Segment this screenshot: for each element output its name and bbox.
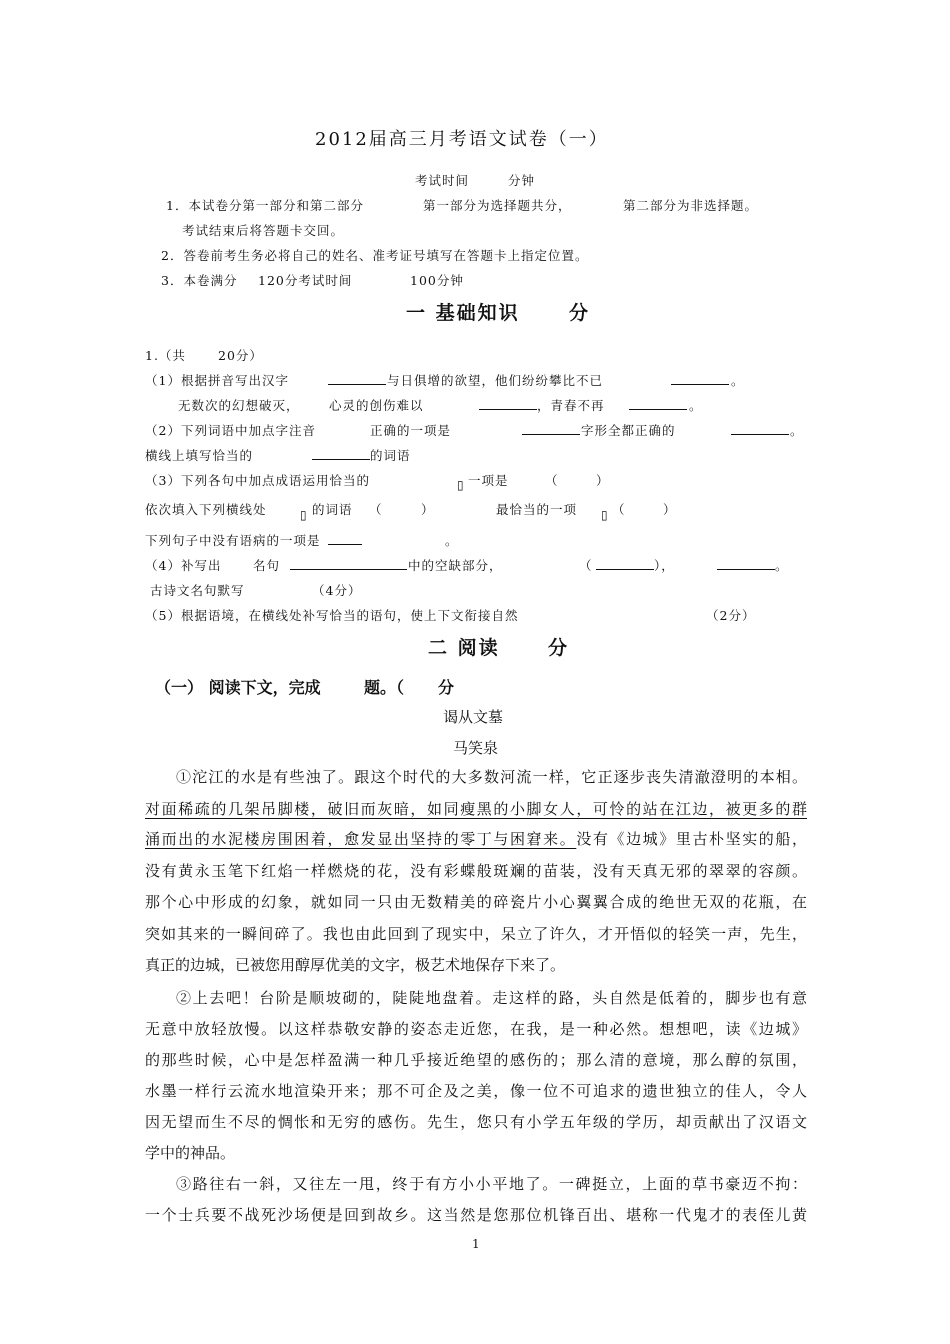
answer-blank[interactable]	[328, 384, 386, 385]
q1-head-b: 20分）	[218, 348, 263, 363]
q1-s4h: （4分）	[312, 583, 362, 598]
instruction-line0a: 考试时间	[415, 173, 470, 188]
q1-s3j: （	[612, 502, 626, 517]
answer-blank[interactable]	[522, 434, 580, 435]
q1-s3m: 。	[445, 533, 459, 548]
q1-s4d: （	[579, 558, 593, 573]
q1-s1d: 无数次的幻想破灭，	[178, 398, 300, 413]
q1-head-a: 1.（共	[145, 348, 186, 363]
paragraph-line: ②上去吧！台阶是顺坡砌的，陡陡地盘着。走这样的路，头自然是低着的，脚步也有意	[176, 989, 807, 1007]
q1-s3g: （	[369, 502, 383, 517]
q1-s2b: 正确的一项是	[370, 423, 452, 438]
answer-blank[interactable]	[671, 384, 729, 385]
paragraph-line: 因无望而生不尽的惆怅和无穷的感伤。先生，您只有小学五年级的学历，却贡献出了汉语文	[145, 1113, 807, 1131]
answer-blank[interactable]	[312, 459, 370, 460]
q1-s3l: 下列句子中没有语病的一项是	[145, 533, 321, 548]
answer-blank[interactable]	[629, 409, 687, 410]
q1-s3h: ）	[421, 502, 435, 517]
instruction-line1b: 第一部分为选择题共分，	[423, 198, 572, 213]
q1-s3b: 一项是	[468, 473, 509, 488]
reading-subtitle-c: 分	[438, 678, 455, 697]
document-title: 2012届高三月考语文试卷（一）	[315, 129, 609, 150]
q1-s1a: （1）根据拼音写出汉字	[145, 373, 289, 388]
section1-title: 一 基础知识	[406, 302, 520, 324]
dot-mark: ▯	[457, 478, 464, 492]
q1-s4a: （4）补写出	[145, 558, 222, 573]
q1-s1g: 。	[689, 398, 703, 413]
paragraph-line: 无意中放轻放慢。以这样恭敬安静的姿态走近您，在我，是一种必然。想想吧，读《边城》	[145, 1020, 807, 1038]
q1-s3f: 的词语	[312, 502, 353, 517]
q1-s2d: 。	[790, 423, 804, 438]
q1-s3k: ）	[663, 502, 677, 517]
q1-s4f: 。	[775, 558, 789, 573]
article-title: 谒从文墓	[443, 708, 504, 726]
answer-blank[interactable]	[731, 434, 789, 435]
article-author: 马笑泉	[453, 739, 499, 757]
paragraph-line: 水墨一样行云流水地渲染开来；那不可企及之美，像一位不可追求的遗世独立的佳人，令人	[145, 1082, 807, 1100]
q1-s4g: 古诗文名句默写	[150, 583, 245, 598]
paragraph-line	[145, 829, 807, 849]
q1-s1f: ，青春不再	[537, 398, 605, 413]
instruction-line1a: 1．本试卷分第一部分和第二部分	[166, 198, 364, 213]
instruction-line3c: 100分钟	[410, 273, 464, 288]
paragraph-line: 一个士兵要不战死沙场便是回到故乡。这当然是您那位机锋百出、堪称一代鬼才的表侄儿黄	[145, 1206, 807, 1224]
q1-s5a: （5）根据语境，在横线处补写恰当的语句，使上下文衔接自然	[145, 608, 519, 623]
instruction-line0b: 分钟	[508, 173, 536, 188]
paragraph-line: 那个心中形成的幻象，就如同一只由无数精美的碎瓷片小心翼翼合成的绝世无双的花瓶，在	[145, 893, 807, 911]
answer-blank[interactable]	[290, 569, 407, 570]
answer-blank[interactable]	[328, 544, 362, 545]
q1-s1b: 与日俱增的欲望，他们纷纷攀比不已	[387, 373, 604, 388]
reading-subtitle-a: （一） 阅读下文，完成	[155, 678, 321, 697]
answer-blank[interactable]	[717, 569, 775, 570]
answer-blank[interactable]	[596, 569, 654, 570]
q1-s3e: 依次填入下列横线处	[145, 502, 267, 517]
paragraph-line-underlined: 对面稀疏的几架吊脚楼，破旧而灰暗，如同瘦黑的小脚女人，可怜的站在江边，被更多的群	[145, 800, 807, 818]
q1-s2f: 的词语	[370, 448, 411, 463]
answer-blank[interactable]	[479, 409, 537, 410]
q1-s5b: （2分）	[706, 608, 756, 623]
instruction-line3b: 120分考试时间	[258, 273, 353, 288]
instruction-line3a: 3．本卷满分	[161, 273, 238, 288]
q1-s1e: 心灵的创伤难以	[329, 398, 424, 413]
underlined-segment: 涌而出的水泥楼房围困着，愈发显出坚持的零丁与困窘来。	[145, 830, 577, 848]
instruction-line1d: 考试结束后将答题卡交回。	[182, 223, 345, 238]
paragraph-line: ①沱江的水是有些浊了。跟这个时代的大多数河流一样，它正逐步丧失清澈澄明的本相。	[176, 768, 807, 786]
q1-s2e: 横线上填写恰当的	[145, 448, 254, 463]
paragraph-line: 的那些时候，心中是怎样盈满一种几乎接近绝望的感伤的；那么清的意境，那么醇的氛围，	[145, 1051, 807, 1069]
plain-segment: 没有《边城》里古朴坚实的船，	[576, 830, 807, 848]
dot-mark: ▯	[601, 508, 608, 522]
paragraph-line: 没有黄永玉笔下红焰一样燃烧的花，没有彩蝶般斑斓的苗装，没有天真无邪的翠翠的容颜。	[145, 862, 807, 880]
q1-s2a: （2）下列词语中加点字注音	[145, 423, 316, 438]
q1-s4c: 中的空缺部分，	[408, 558, 503, 573]
q1-s3i: 最恰当的一项	[496, 502, 578, 517]
paragraph-line: 突如其来的一瞬间碎了。我也由此回到了现实中，呆立了许久，才开悟似的轻笑一声，先生，	[145, 925, 807, 943]
instruction-line1c: 第二部分为非选择题。	[623, 198, 759, 213]
q1-s2c: 字形全都正确的	[581, 423, 676, 438]
section2-title: 二 阅读	[428, 637, 500, 659]
q1-s3a: （3）下列各句中加点成语运用恰当的	[145, 473, 370, 488]
q1-s1c: 。	[731, 373, 745, 388]
section1-score: 分	[569, 302, 591, 324]
dot-mark: ▯	[300, 508, 307, 522]
q1-s3d: ）	[596, 473, 610, 488]
q1-s4b: 名句	[253, 558, 281, 573]
q1-s3c: （	[545, 473, 559, 488]
q1-s4e: ），	[654, 558, 675, 573]
paragraph-line: 学中的神品。	[145, 1144, 236, 1162]
instruction-line2: 2．答卷前考生务必将自己的姓名、准考证号填写在答题卡上指定位置。	[161, 248, 589, 263]
paragraph-line: 真正的边城，已被您用醇厚优美的文字，极艺术地保存下来了。	[145, 956, 566, 974]
section2-score: 分	[548, 637, 570, 659]
page-number: 1	[472, 1237, 480, 1251]
reading-subtitle-b: 题。（	[364, 678, 405, 697]
paragraph-line: ③路往右一斜，又往左一甩，终于有方小小平地了。一碑挺立，上面的草书豪迈不拘：	[176, 1175, 807, 1193]
